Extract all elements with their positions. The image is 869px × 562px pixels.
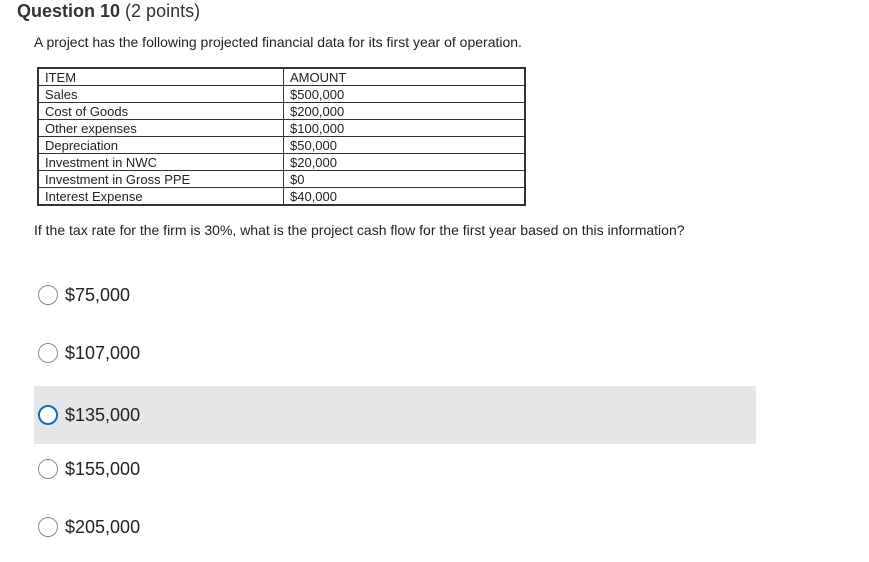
amount-cell: $0 (284, 171, 526, 188)
radio-button[interactable] (38, 517, 58, 537)
item-cell: Depreciation (38, 137, 284, 154)
radio-button[interactable] (38, 459, 58, 479)
table-row (38, 188, 525, 206)
answer-option-2[interactable] (34, 324, 756, 382)
answer-option-1[interactable] (34, 266, 756, 324)
table-row (38, 86, 525, 103)
table-row (38, 154, 525, 171)
answer-option-3[interactable] (34, 386, 756, 444)
option-label[interactable]: $135,000 (65, 404, 141, 425)
question-points: (2 points) (125, 1, 201, 21)
amount-cell: $200,000 (284, 103, 526, 120)
radio-button[interactable] (38, 405, 58, 425)
radio-button[interactable] (38, 343, 58, 363)
amount-cell: $50,000 (284, 137, 526, 154)
item-cell: Investment in Gross PPE (38, 171, 284, 188)
item-cell: Interest Expense (38, 188, 284, 206)
table-row (38, 120, 525, 137)
question-title: Question 10 (17, 1, 121, 21)
answer-option-5[interactable] (34, 498, 756, 556)
item-cell: Investment in NWC (38, 154, 284, 171)
header-amount: AMOUNT (284, 68, 526, 86)
financial-data-table (37, 67, 526, 206)
table-row (38, 171, 525, 188)
item-cell: Sales (38, 86, 284, 103)
item-cell: Other expenses (38, 120, 284, 137)
option-label[interactable]: $155,000 (65, 458, 141, 479)
answer-option-4[interactable] (34, 440, 756, 498)
option-label[interactable]: $75,000 (65, 284, 131, 305)
option-label[interactable]: $107,000 (65, 342, 141, 363)
question-followup: If the tax rate for the firm is 30%, what is the project cash flow for the first year based on this information? (34, 222, 685, 238)
header-item: ITEM (38, 68, 284, 86)
amount-cell: $100,000 (284, 120, 526, 137)
question-header (17, 0, 200, 22)
amount-cell: $40,000 (284, 188, 526, 206)
table-row (38, 137, 525, 154)
table-row (38, 103, 525, 120)
table-header-row (38, 68, 525, 86)
amount-cell: $20,000 (284, 154, 526, 171)
question-prompt: A project has the following projected financial data for its first year of operation. (34, 34, 522, 50)
item-cell: Cost of Goods (38, 103, 284, 120)
option-label[interactable]: $205,000 (65, 516, 141, 537)
radio-button[interactable] (38, 285, 58, 305)
amount-cell: $500,000 (284, 86, 526, 103)
